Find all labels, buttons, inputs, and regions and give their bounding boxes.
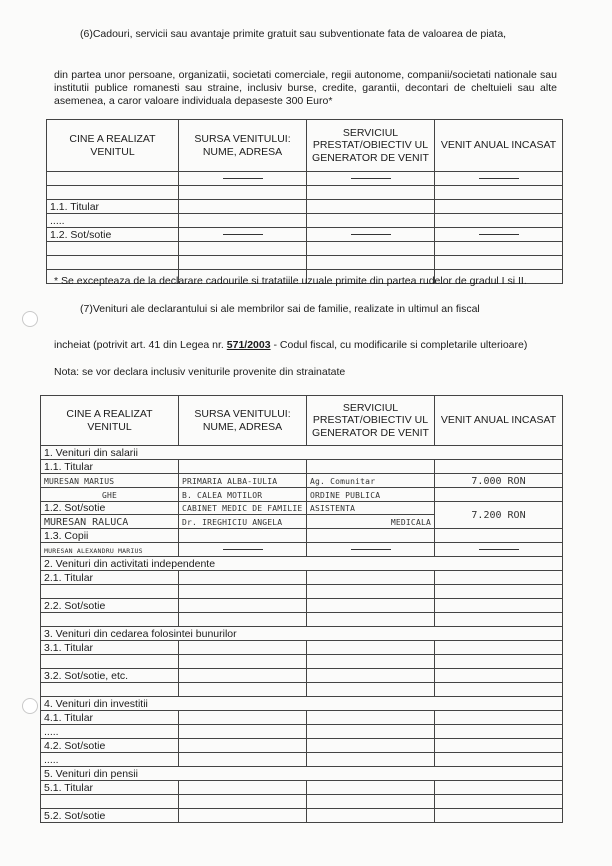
spouse-name: MURESAN RALUCA — [44, 516, 129, 528]
row-label: 1.1. Titular — [41, 460, 179, 474]
table-row — [47, 172, 563, 186]
table-row — [41, 474, 563, 488]
row-label: 1.1. Titular — [47, 200, 179, 214]
header-service: SERVICIUL PRESTAT/OBIECTIV UL GENERATOR DE VENIT — [307, 120, 435, 172]
row-label: 5.2. Sot/sotie — [41, 809, 179, 823]
section-independent: 2. Venituri din activitati independente — [41, 557, 563, 571]
table-row — [41, 571, 563, 585]
table-row — [41, 669, 563, 683]
section6-heading: (6)Cadouri, servicii sau avantaje primite gratuit sau subventionate fata de valoarea de piata, — [80, 28, 507, 40]
row-label: 1.2. Sot/sotie — [47, 228, 179, 242]
row-label: 4.2. Sot/sotie — [41, 739, 179, 753]
titular-income: 7.000 RON — [471, 475, 526, 487]
gifts-table — [46, 119, 563, 284]
section7-heading: (7)Venituri ale declarantului si ale membrilor sai de familie, realizate in ultimul an fiscal — [80, 303, 480, 315]
header-income: VENIT ANUAL INCASAT — [435, 120, 563, 172]
row-label: 1.3. Copii — [41, 529, 179, 543]
titular-source-address: B. CALEA MOTILOR — [182, 490, 263, 500]
table-row — [41, 599, 563, 613]
header-service: SERVICIUL PRESTAT/OBIECTIV UL GENERATOR DE VENIT — [307, 396, 435, 446]
header-who: CINE A REALIZAT VENITUL — [47, 120, 179, 172]
row-label: 1.2. Sot/sotie — [41, 502, 179, 515]
table-row — [41, 460, 563, 474]
table-row — [41, 502, 563, 515]
section-investments: 4. Venituri din investitii — [41, 697, 563, 711]
section6-body: din partea unor persoane, organizatii, societati comerciale, regii autonome, companii/societati nationale sau institutii publice romanesti sau straine, inclusiv burse, credite, garantii, decontari de cheltuieli sau alte asemenea, a caror valoare individuala depaseste 300 Euro* — [54, 69, 557, 108]
spouse-service: ASISTENTA — [310, 504, 356, 513]
table-row — [41, 543, 563, 557]
section-pensions: 5. Venituri din pensii — [41, 767, 563, 781]
titular-service: Ag. Comunitar — [310, 476, 376, 486]
header-source: SURSA VENITULUI: NUME, ADRESA — [179, 120, 307, 172]
row-label: 5.1. Titular — [41, 781, 179, 795]
row-label: 3.1. Titular — [41, 641, 179, 655]
table-row — [47, 242, 563, 256]
table-row — [47, 228, 563, 242]
table-row — [47, 256, 563, 270]
row-label: 3.2. Sot/sotie, etc. — [41, 669, 179, 683]
child-name: MURESAN ALEXANDRU MARIUS — [44, 546, 143, 555]
spouse-source: CABINET MEDIC DE FAMILIE — [182, 504, 303, 513]
table-row — [41, 725, 563, 739]
titular-service-cont: ORDINE PUBLICA — [310, 490, 381, 500]
titular-source: PRIMARIA ALBA-IULIA — [182, 476, 278, 486]
header-who: CINE A REALIZAT VENITUL — [41, 396, 179, 446]
section-property-use: 3. Venituri din cedarea folosintei bunurilor — [41, 627, 563, 641]
table-row — [41, 488, 563, 502]
table-row — [41, 753, 563, 767]
punch-hole-top — [22, 311, 38, 327]
table-row — [41, 795, 563, 809]
row-label: 4.1. Titular — [41, 711, 179, 725]
table-row — [41, 613, 563, 627]
punch-hole-bottom — [22, 698, 38, 714]
spouse-income: 7.200 RON — [471, 510, 526, 521]
row-label: ..... — [47, 214, 179, 228]
table-row — [41, 585, 563, 599]
table-row — [41, 529, 563, 543]
table-row — [41, 711, 563, 725]
table-row — [47, 214, 563, 228]
titular-name-cont: GHE — [101, 490, 118, 500]
table-row — [41, 739, 563, 753]
table-row — [41, 683, 563, 697]
table-row — [47, 186, 563, 200]
table-row — [41, 641, 563, 655]
footnote: * Se excepteaza de la declarare cadourile si tratatiile uzuale primite din partea rudelor de gradul I si II. — [54, 275, 527, 287]
table-row — [41, 809, 563, 823]
section7-note: Nota: se vor declara inclusiv veniturile provenite din strainatate — [54, 366, 346, 378]
header-source: SURSA VENITULUI: NUME, ADRESA — [179, 396, 307, 446]
spouse-source-name: Dr. IREGHICIU ANGELA — [182, 517, 283, 527]
row-label: ..... — [41, 725, 179, 739]
table-row — [41, 781, 563, 795]
titular-name: MURESAN MARIUS — [44, 476, 115, 486]
table-row — [47, 200, 563, 214]
header-income: VENIT ANUAL INCASAT — [435, 396, 563, 446]
row-label: ..... — [41, 753, 179, 767]
table-row — [41, 655, 563, 669]
row-label: 2.2. Sot/sotie — [41, 599, 179, 613]
section-salaries: 1. Venituri din salarii — [41, 446, 563, 460]
section7-law: incheiat (potrivit art. 41 din Legea nr. 571/2003 - Codul fiscal, cu modificarile si completarile ulterioare) — [54, 339, 528, 351]
row-label: 2.1. Titular — [41, 571, 179, 585]
spouse-service-cont: MEDICALA — [390, 517, 431, 527]
income-table — [40, 395, 563, 823]
